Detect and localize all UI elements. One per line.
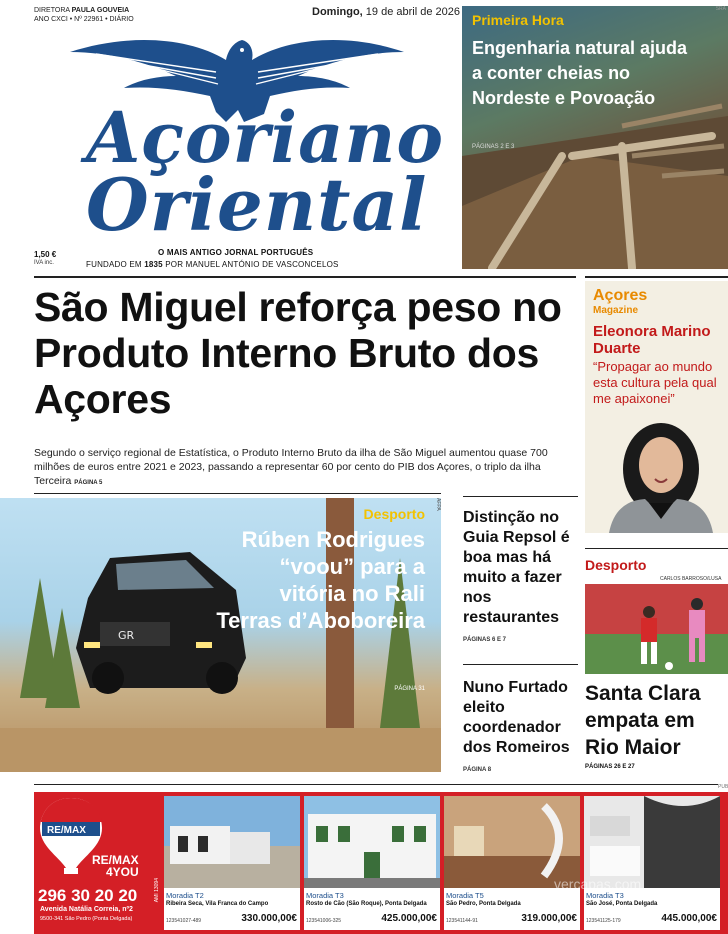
- sport-feature-kicker: Desporto: [363, 506, 425, 522]
- magazine-teaser[interactable]: [585, 281, 728, 533]
- sport-feature-headline: Rúben Rodrigues “voou” para a vitória no Rali Terras d’Aboboreira: [216, 527, 425, 633]
- lead-headline[interactable]: São Miguel reforça peso no Produto Interno Bruto dos Açores: [34, 284, 562, 422]
- issue-number: ANO CXCI • Nº 22961 • DIÁRIO: [34, 16, 134, 23]
- sport-side-pages: PÁGINAS 26 E 27: [585, 764, 635, 770]
- listing-type: Moradia T3: [306, 891, 344, 900]
- issue-date: [312, 6, 460, 18]
- photo-credit: SRA: [715, 6, 726, 12]
- listing-card[interactable]: [584, 796, 720, 930]
- magazine-quote: “Propagar ao mundo esta cultura pela qual me apaixonei”: [593, 359, 717, 406]
- magazine-name: Eleonora Marino Duarte: [593, 323, 711, 357]
- svg-text:GR: GR: [118, 629, 135, 642]
- football-photo: [585, 584, 728, 674]
- logo-text-line2: Oriental: [86, 162, 428, 247]
- ad-address: Avenida Natália Correia, nº2: [40, 906, 133, 913]
- top-feature-headline: Engenharia natural ajuda a conter cheias no Nordeste e Povoação: [472, 38, 688, 108]
- logo-text-line1: Açoriano: [86, 96, 445, 179]
- remax-brand-block: [34, 792, 162, 932]
- listing-location: Ribeira Seca, Vila Franca do Campo: [166, 901, 269, 907]
- kitchen-photo-icon: [584, 796, 720, 888]
- listing-card[interactable]: [164, 796, 300, 930]
- listing-ref: 123541027-489: [166, 918, 202, 924]
- divider: [34, 276, 576, 278]
- sport-side-kicker: Desporto: [585, 557, 647, 573]
- lead-summary: Segundo o serviço regional de Estatística, o Produto Interno Bruto da ilha de São Miguel aumentou quase 700 milhões de euros entre 2021 e 2023, passando a representar 60 por cento do PIB dos Açores, o triplo da ilha Terceira PÁGINA 5: [34, 447, 548, 487]
- sport-feature-page: PÁGINA 31: [394, 686, 425, 692]
- house-photo-icon: [304, 796, 440, 888]
- ad-phone: 296 30 20 20: [38, 886, 138, 905]
- listing-card[interactable]: [444, 796, 580, 930]
- sport-feature[interactable]: [0, 498, 441, 772]
- director-name: PAULA GOUVEIA: [71, 7, 130, 14]
- divider: [34, 493, 441, 494]
- top-feature-kicker: Primeira Hora: [472, 12, 564, 28]
- listing-location: Rosto de Cão (São Roque), Ponta Delgada: [306, 901, 427, 907]
- lead-page-ref: PÁGINA 5: [74, 480, 103, 486]
- listing-type: Moradia T5: [446, 891, 484, 900]
- director-label: DIRETORA: [34, 7, 70, 14]
- listing-type: Moradia T2: [166, 891, 204, 900]
- divider: [463, 496, 578, 497]
- divider: [585, 548, 728, 549]
- date-text: 19 de abril de 2026: [365, 6, 460, 18]
- listing-price: 319.000,00€: [521, 913, 577, 924]
- brief-pages: PÁGINAS 6 E 7: [463, 637, 507, 643]
- listing-location: São Pedro, Ponta Delgada: [446, 901, 521, 907]
- listing-price: 445.000,00€: [661, 913, 717, 924]
- svg-text:RE/MAX: RE/MAX: [47, 825, 86, 836]
- football-photo-icon: [585, 584, 728, 674]
- watermark: vercapas.com: [554, 876, 642, 892]
- listing-ref: 123541144-91: [446, 918, 478, 924]
- founded-line: FUNDADO EM 1835 POR MANUEL ANTÓNIO DE VASCONCELOS: [86, 260, 339, 269]
- remax-brand: RE/MAX 4YOU: [92, 853, 139, 879]
- listing-price: 330.000,00€: [241, 913, 297, 924]
- listing-type: Moradia T3: [586, 891, 624, 900]
- weekday: Domingo,: [312, 6, 363, 18]
- divider: [34, 784, 718, 785]
- brief-pages: PÁGINA 8: [463, 767, 492, 773]
- ad-pub-label: PUB: [718, 784, 728, 790]
- listing-price: 425.000,00€: [381, 913, 437, 924]
- brief-headline[interactable]: Nuno Furtado eleito coordenador dos Romeiros: [463, 679, 570, 756]
- photo-credit: CARLOS BARROSO/LUSA: [660, 576, 722, 582]
- portrait-photo-icon: [605, 415, 717, 533]
- ad-license: AMI 13094: [154, 878, 160, 903]
- top-feature-pages: PÁGINAS 2 E 3: [472, 144, 515, 150]
- magazine-subkicker: Magazine: [593, 305, 639, 316]
- interior-photo-icon: [444, 796, 580, 888]
- sport-side-headline[interactable]: Santa Clara empata em Rio Maior: [585, 682, 701, 759]
- divider: [463, 664, 578, 665]
- listing-ref: 123541125-179: [586, 918, 621, 924]
- magazine-kicker: Açores: [593, 287, 648, 304]
- remax-ad[interactable]: [34, 792, 728, 934]
- listing-card[interactable]: [304, 796, 440, 930]
- masthead-meta: [34, 6, 134, 24]
- price: 1,50 €: [34, 250, 57, 259]
- divider: [585, 276, 728, 278]
- ad-address-line2: 9500-341 São Pedro (Ponta Delgada): [40, 916, 133, 922]
- photo-credit: AFPA: [435, 498, 441, 511]
- listing-location: São José, Ponta Delgada: [586, 901, 658, 907]
- top-feature[interactable]: [462, 6, 728, 269]
- brief-headline[interactable]: Distinção no Guia Repsol é boa mas há muito a fazer nos restaurantes: [463, 509, 570, 626]
- house-photo-icon: [164, 796, 300, 888]
- listing-ref: 123541006-325: [306, 918, 342, 924]
- tagline: O MAIS ANTIGO JORNAL PORTUGUÊS: [158, 248, 314, 257]
- price-note: IVA inc.: [34, 260, 54, 266]
